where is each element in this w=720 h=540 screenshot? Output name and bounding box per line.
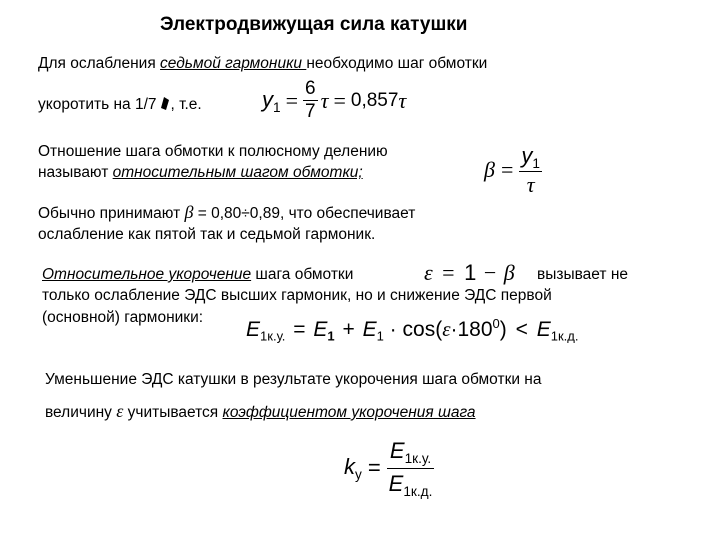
formula-relative-pitch — [484, 143, 542, 198]
f2-denominator: τ — [526, 171, 535, 197]
f1-y: $y_1$ — [262, 86, 281, 115]
paragraph-1-line-1 — [38, 55, 487, 73]
f1-value: 0,857 — [350, 89, 399, 111]
f4-lt: < — [515, 317, 528, 341]
paragraph-5-line-2 — [45, 402, 476, 422]
formula-emf-comparison — [246, 316, 579, 343]
p5-text-b: учитывается — [123, 404, 223, 421]
f5-denominator: $E_{1к.д.}$ — [388, 470, 433, 499]
f2-eq: = — [500, 157, 514, 183]
f4-sup: 0 — [492, 316, 500, 331]
paragraph-1-line-2 — [38, 95, 202, 114]
p4-term-relative-shortening: Относительное укорочение — [42, 266, 252, 283]
paragraph-4-line-1 — [42, 266, 353, 284]
paragraph-2-line-2 — [38, 164, 363, 182]
p1-text-d: укоротить на 1/7 — [38, 96, 157, 113]
p1-text-e: , т.е. — [170, 96, 202, 113]
f4-eps: ε — [442, 316, 451, 341]
paragraph-4-line-2: только ослабление ЭДС высших гармоник, но и снижение ЭДС первой — [42, 287, 552, 304]
f4-e3: E — [362, 317, 377, 341]
p5-eps: ε — [116, 401, 124, 421]
f4-e1-sub: 1к.у. — [260, 328, 286, 344]
paragraph-4-line-3: (основной) гармоники: — [42, 309, 204, 326]
tau-glyph-icon — [159, 95, 171, 111]
f1-eq2: = — [333, 87, 346, 113]
f2-numerator: $y_1$ — [521, 143, 540, 171]
f1-fraction — [303, 78, 318, 123]
f4-cos: cos( — [402, 317, 443, 341]
f1-tau-2: τ — [398, 87, 407, 113]
p3-beta: β — [184, 202, 194, 222]
p3-text-a: Обычно принимают — [38, 205, 185, 222]
f4-deg: 180 — [457, 317, 493, 341]
formula-shortening-coefficient — [344, 438, 434, 499]
p2-text-a: называют — [38, 164, 113, 181]
f4-e4: E — [536, 317, 551, 341]
f4-eq: = — [293, 317, 306, 341]
f4-e3-sub: 1 — [376, 328, 384, 344]
paragraph-3-line-2: ослабление как пятой так и седьмой гармоник. — [38, 226, 376, 243]
f4-close: ) — [499, 317, 507, 341]
f4-e2: E — [313, 317, 328, 341]
f1-denominator: 7 — [305, 101, 316, 122]
p3-text-b: = 0,80÷0,89, что обеспечивает — [193, 205, 416, 222]
f5-k: $k_у$ — [344, 454, 362, 483]
f3-beta: β — [503, 260, 515, 285]
page-title: Электродвижущая сила катушки — [160, 14, 468, 35]
f4-e2-sub: 1 — [327, 328, 335, 344]
f5-fraction-bar — [387, 468, 435, 469]
paragraph-5-line-1: Уменьшение ЭДС катушки в результате укорочения шага обмотки на — [45, 371, 542, 388]
f3-minus: − — [483, 260, 497, 285]
paragraph-3-line-1 — [38, 203, 415, 223]
formula-shortening — [424, 260, 515, 286]
p4-text-b: шага обмотки — [251, 266, 354, 283]
p2-term-relative-pitch: относительным шагом обмотки; — [112, 164, 363, 181]
f1-numerator: 6 — [305, 78, 316, 99]
f4-e1: E — [246, 317, 261, 341]
f4-e4-sub: 1к.д. — [550, 328, 579, 344]
f5-numerator: $E_{1к.у.}$ — [389, 438, 432, 466]
formula-pitch-shortening — [262, 78, 406, 123]
f3-eq: = — [442, 260, 455, 285]
p1-text-a: Для ослабления — [38, 55, 161, 72]
p1-text-c: необходимо шаг обмотки — [306, 55, 488, 72]
p4-text-c: вызывает не — [537, 266, 628, 283]
f1-tau: τ — [320, 87, 329, 113]
paragraph-2-line-1: Отношение шага обмотки к полюсному делению — [38, 143, 388, 160]
p5-text-a: величину — [45, 404, 117, 421]
p1-term-seventh-harmonic: седьмой гармоники — [160, 55, 307, 72]
f2-fraction — [519, 143, 542, 198]
f3-one: 1 — [464, 260, 477, 285]
f4-dot2: · — [450, 317, 458, 341]
p5-term-shortening-coefficient: коэффициентом укорочения шага — [222, 404, 476, 421]
f5-fraction — [387, 438, 435, 499]
f1-eq: = — [285, 87, 298, 113]
f5-eq: = — [367, 455, 381, 481]
f3-eps: ε — [424, 260, 433, 285]
f2-beta: β — [484, 157, 495, 183]
f4-plus: + — [342, 317, 355, 341]
f4-dot: · — [389, 317, 397, 341]
